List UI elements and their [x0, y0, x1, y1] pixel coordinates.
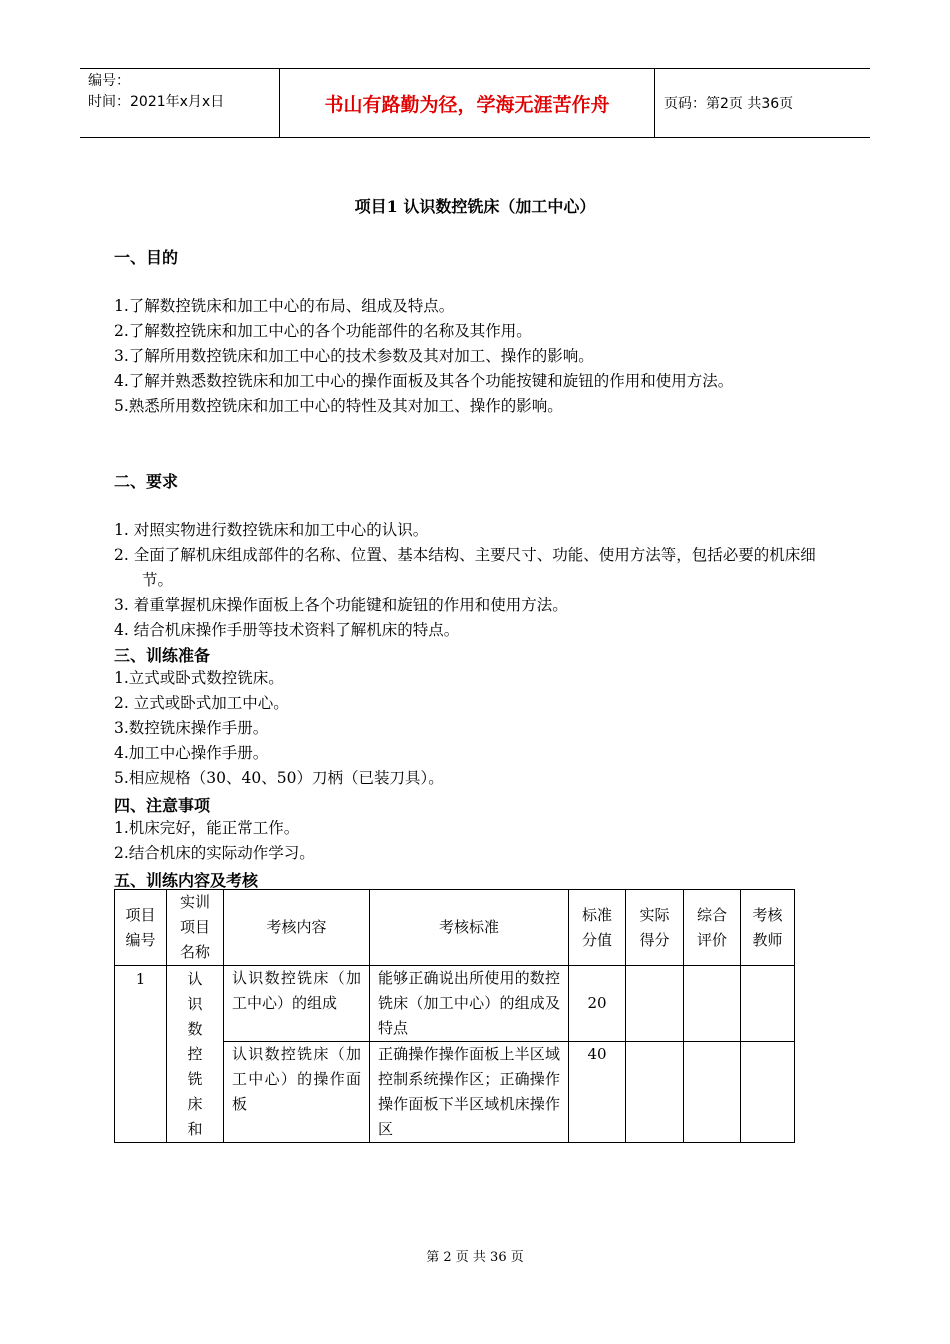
teacher-cell	[741, 1042, 795, 1143]
evaluation-cell	[684, 966, 741, 1042]
section-heading-training: 五、训练内容及考核	[114, 871, 259, 890]
table-row	[115, 966, 795, 1042]
header-cell: 标准分值	[569, 890, 626, 966]
notes-list	[114, 816, 844, 866]
header-left	[80, 69, 280, 137]
page-header	[80, 68, 870, 138]
page-label: 页码：第2页 共36页	[664, 96, 794, 112]
purpose-list	[114, 294, 844, 419]
date-label: 时间：2021年x月x日	[88, 94, 225, 110]
content-cell: 认识数控铣床（加工中心）的操作面板	[224, 1042, 370, 1143]
header-cell: 实训项目名称	[167, 890, 224, 966]
list-item: 4. 结合机床操作手册等技术资料了解机床的特点。	[114, 621, 460, 639]
score-cell: 20	[569, 966, 626, 1042]
preparation-list	[114, 666, 844, 791]
content-cell: 认识数控铣床（加工中心）的组成	[224, 966, 370, 1042]
list-item: 5.相应规格（30、40、50）刀柄（已装刀具）。	[114, 769, 444, 787]
header-cell: 考核教师	[741, 890, 795, 966]
header-cell: 综合评价	[684, 890, 741, 966]
list-item: 1.立式或卧式数控铣床。	[114, 669, 284, 687]
list-item: 5.熟悉所用数控铣床和加工中心的特性及其对加工、操作的影响。	[114, 397, 563, 415]
teacher-cell	[741, 966, 795, 1042]
section-heading-requirements: 二、要求	[114, 472, 179, 491]
assessment-table	[114, 889, 795, 1143]
header-cell: 实际得分	[626, 890, 684, 966]
list-item: 1.了解数控铣床和加工中心的布局、组成及特点。	[114, 297, 455, 315]
list-item: 2. 立式或卧式加工中心。	[114, 694, 289, 712]
page-footer: 第 2 页 共 36 页	[426, 1250, 524, 1265]
standard-cell: 正确操作操作面板上半区域控制系统操作区；正确操作操作面板下半区域机床操作区	[370, 1042, 569, 1143]
list-item: 4.了解并熟悉数控铣床和加工中心的操作面板及其各个功能按键和旋钮的作用和使用方法。	[114, 372, 734, 390]
list-item: 1.机床完好，能正常工作。	[114, 819, 300, 837]
document-title: 项目1 认识数控铣床（加工中心）	[354, 197, 596, 216]
project-number-cell: 1	[115, 966, 167, 1143]
table-header-row	[115, 890, 795, 966]
evaluation-cell	[684, 1042, 741, 1143]
standard-cell: 能够正确说出所使用的数控铣床（加工中心）的组成及特点	[370, 966, 569, 1042]
list-item: 2.结合机床的实际动作学习。	[114, 844, 315, 862]
list-item: 2.了解数控铣床和加工中心的各个功能部件的名称及其作用。	[114, 322, 532, 340]
list-item: 1. 对照实物进行数控铣床和加工中心的认识。	[114, 521, 429, 539]
list-item: 3.数控铣床操作手册。	[114, 719, 269, 737]
project-name-cell: 认识数控铣床和	[167, 966, 224, 1143]
section-heading-purpose: 一、目的	[114, 248, 179, 267]
list-item: 4.加工中心操作手册。	[114, 744, 269, 762]
header-cell: 考核标准	[370, 890, 569, 966]
list-item: 2. 全面了解机床组成部件的名称、位置、基本结构、主要尺寸、功能、使用方法等，包括必要的机床细节。	[114, 546, 816, 589]
score-cell: 40	[569, 1042, 626, 1143]
section-heading-preparation: 三、训练准备	[114, 646, 211, 665]
motto: 书山有路勤为径，学海无涯苦作舟	[280, 69, 655, 137]
list-item: 3.了解所用数控铣床和加工中心的技术参数及其对加工、操作的影响。	[114, 347, 594, 365]
header-cell: 项目编号	[115, 890, 167, 966]
header-cell: 考核内容	[224, 890, 370, 966]
serial-label: 编号：	[88, 73, 130, 89]
actual-score-cell	[626, 1042, 684, 1143]
section-heading-notes: 四、注意事项	[114, 796, 211, 815]
requirements-list	[114, 518, 844, 643]
list-item: 3. 着重掌握机床操作面板上各个功能键和旋钮的作用和使用方法。	[114, 596, 568, 614]
actual-score-cell	[626, 966, 684, 1042]
